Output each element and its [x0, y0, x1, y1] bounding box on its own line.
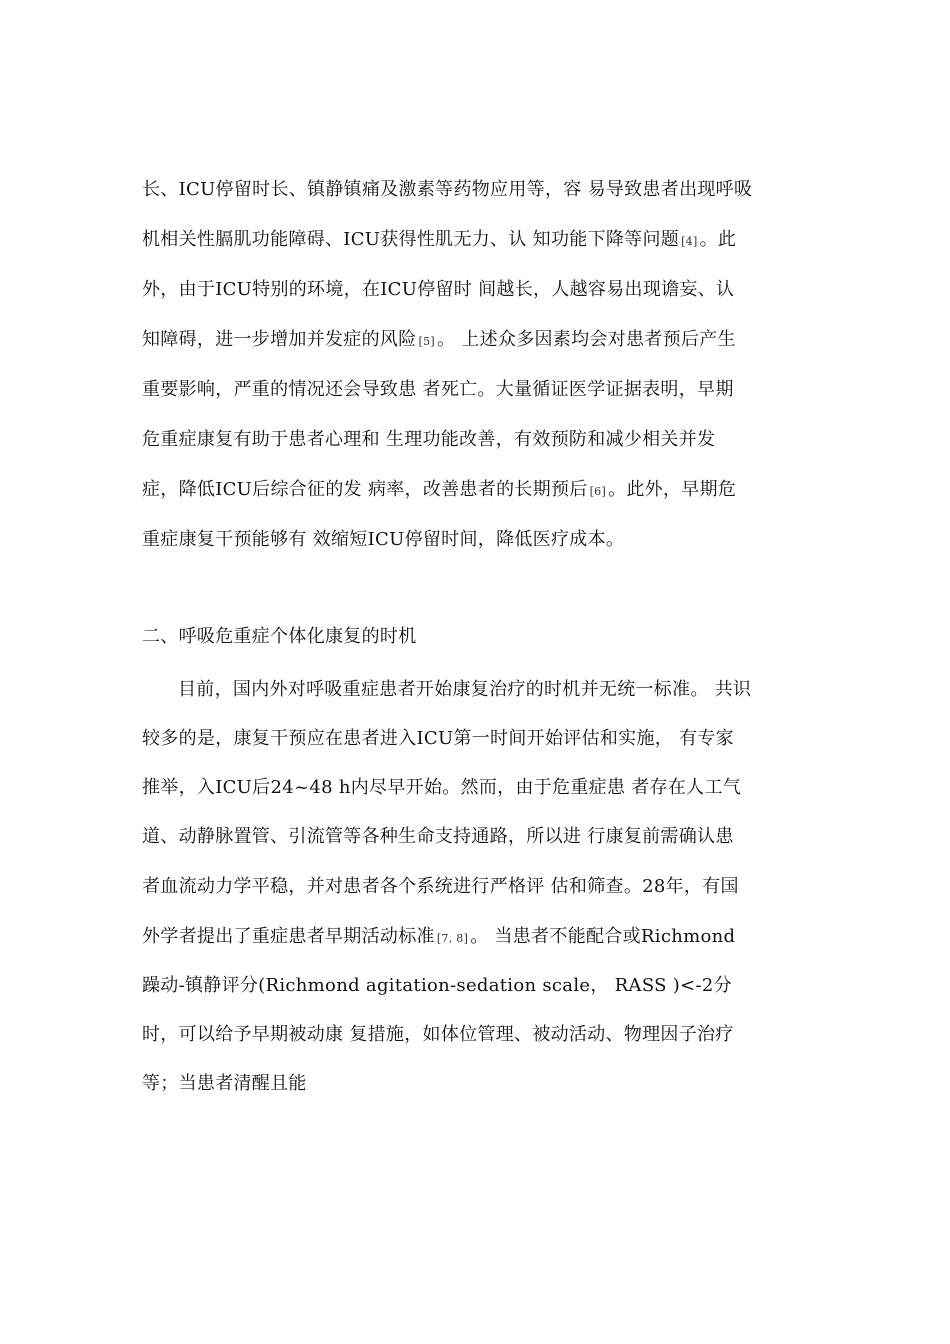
text: 推举，入ICU后24~48 h内尽早开始。然而，由于危重症患 者存在人工气 [142, 777, 742, 798]
paragraph-line [142, 727, 822, 751]
text: 等；当患者清醒且能 [142, 1073, 307, 1094]
text: 躁动-镇静评分(Richmond agitation-sedation scale， RASS )<-2分 [142, 975, 732, 996]
text: 危重症康复有助于患者心理和 生理功能改善，有效预防和减少相关并发 [142, 429, 716, 450]
paragraph-line [142, 378, 822, 402]
text: 机相关性膈肌功能障碍、ICU获得性肌无力、认 知功能下降等问题 [142, 229, 680, 250]
paragraph-line [142, 478, 822, 504]
text: 外，由于ICU特别的环境，在ICU停留时 间越长，人越容易出现谵妄、认 [142, 279, 735, 300]
paragraph-line [142, 776, 822, 800]
paragraph-line [142, 528, 822, 552]
paragraph-line [142, 328, 822, 354]
paragraph-line [142, 428, 822, 452]
paragraph-line [142, 925, 822, 951]
text: 。此 [699, 229, 737, 250]
text: 长、ICU停留时长、镇静镇痛及激素等药物应用等，容 易导致患者出现呼吸 [142, 179, 753, 200]
text: 症，降低ICU后综合征的发 病率，改善患者的长期预后 [142, 479, 588, 500]
text: 重要影响，严重的情况还会导致患 者死亡。大量循证医学证据表明，早期 [142, 379, 734, 400]
text: 知障碍，进一步增加并发症的风险 [142, 329, 417, 350]
text: 道、动静脉置管、引流管等各种生命支持通路，所以进 行康复前需确认患 [142, 826, 734, 847]
paragraph-line [142, 1023, 822, 1047]
paragraph-line [142, 228, 822, 254]
section-heading [142, 625, 822, 649]
text: 。此外，早期危 [608, 479, 737, 500]
text: 。 当患者不能配合或Richmond [470, 926, 736, 947]
paragraph-line [142, 1072, 822, 1096]
text: 较多的是，康复干预应在患者进入ICU第一时间开始评估和实施， 有专家 [142, 728, 734, 749]
text: 目前，国内外对呼吸重症患者开始康复治疗的时机并无统一标准。 共识 [178, 679, 752, 700]
citation-ref: [5] [418, 335, 435, 348]
paragraph-line [142, 178, 822, 202]
paragraph-line [142, 278, 822, 302]
paragraph-line [142, 875, 822, 899]
text: 时，可以给予早期被动康 复措施，如体位管理、被动活动、物理因子治疗 [142, 1024, 734, 1045]
text: 外学者提出了重症患者早期活动标准 [142, 926, 435, 947]
heading-text: 二、呼吸危重症个体化康复的时机 [142, 626, 417, 647]
citation-ref: [6] [589, 485, 607, 498]
paragraph-line [142, 825, 822, 849]
text: 重症康复干预能够有 效缩短ICU停留时间，降低医疗成本。 [142, 529, 625, 550]
paragraph-line [178, 678, 822, 702]
citation-ref: [7, 8] [436, 932, 469, 945]
paragraph-line [142, 974, 822, 998]
text: 。 上述众多因素均会对患者预后产生 [436, 329, 736, 350]
text: 者血流动力学平稳，并对患者各个系统进行严格评 估和筛查。28年，有国 [142, 876, 739, 897]
citation-ref: [4] [681, 235, 698, 248]
